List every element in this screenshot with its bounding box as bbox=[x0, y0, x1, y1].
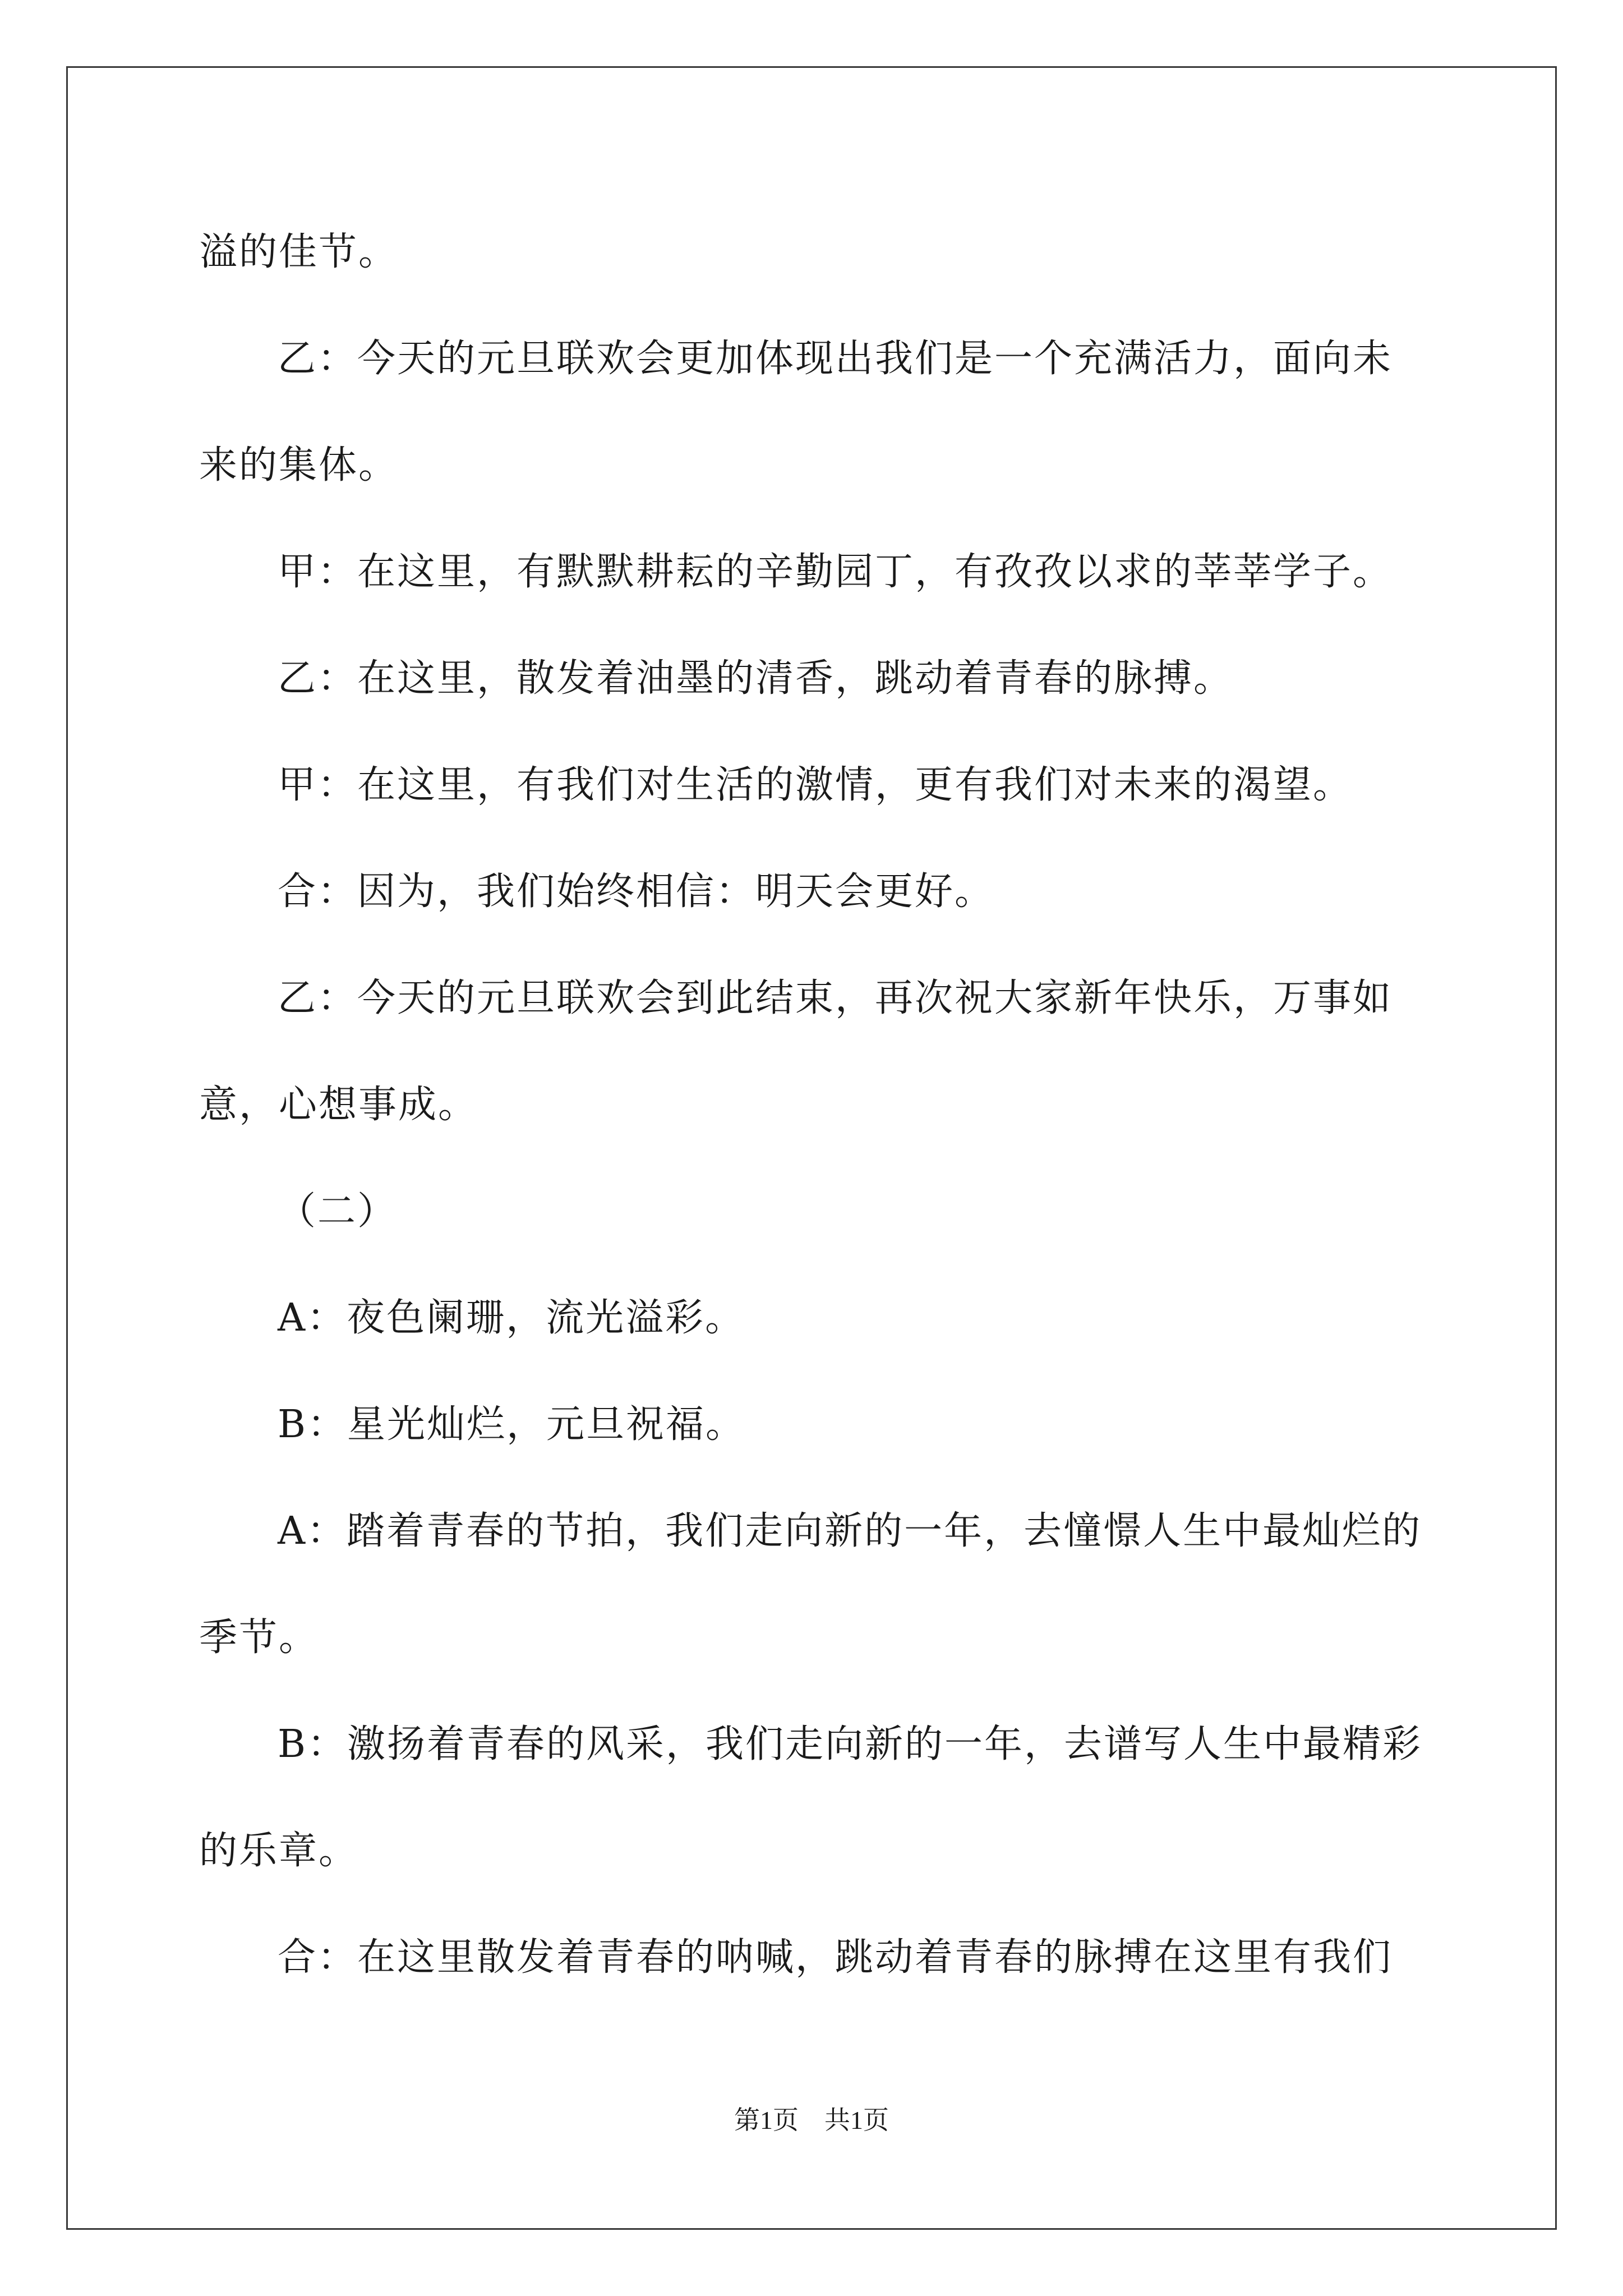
text-line: A：夜色阑珊，流光溢彩。 bbox=[278, 1296, 745, 1340]
section-heading: （二） bbox=[278, 1189, 398, 1234]
text-line: B：激扬着青春的风采，我们走向新的一年，去谱写人生中最精彩 bbox=[278, 1722, 1422, 1766]
text-line: 季节。 bbox=[199, 1616, 319, 1660]
text-line: 甲：在这里，有默默耕耘的辛勤园丁，有孜孜以求的莘莘学子。 bbox=[278, 550, 1393, 594]
text-line: 合：在这里散发着青春的呐喊，跳动着青春的脉搏在这里有我们 bbox=[278, 1935, 1393, 1980]
text-line: 意，心想事成。 bbox=[199, 1083, 478, 1127]
text-line: 甲：在这里，有我们对生活的激情，更有我们对未来的渴望。 bbox=[278, 763, 1353, 807]
text-line: 合：因为，我们始终相信：明天会更好。 bbox=[278, 869, 995, 914]
page-number-footer: 第1页 共1页 bbox=[734, 2106, 889, 2134]
text-line: 溢的佳节。 bbox=[199, 230, 399, 274]
text-line: 的乐章。 bbox=[199, 1829, 359, 1873]
text-line: 乙：今天的元旦联欢会到此结束，再次祝大家新年快乐，万事如 bbox=[278, 976, 1393, 1020]
text-line: B：星光灿烂，元旦祝福。 bbox=[278, 1402, 745, 1447]
text-line: 来的集体。 bbox=[199, 443, 399, 487]
text-line: A：踏着青春的节拍，我们走向新的一年，去憧憬人生中最灿烂的 bbox=[278, 1509, 1422, 1553]
text-line: 乙：今天的元旦联欢会更加体现出我们是一个充满活力，面向未 bbox=[278, 337, 1393, 381]
page-border bbox=[66, 66, 1557, 2230]
text-line: 乙：在这里，散发着油墨的清香，跳动着青春的脉搏。 bbox=[278, 656, 1234, 701]
